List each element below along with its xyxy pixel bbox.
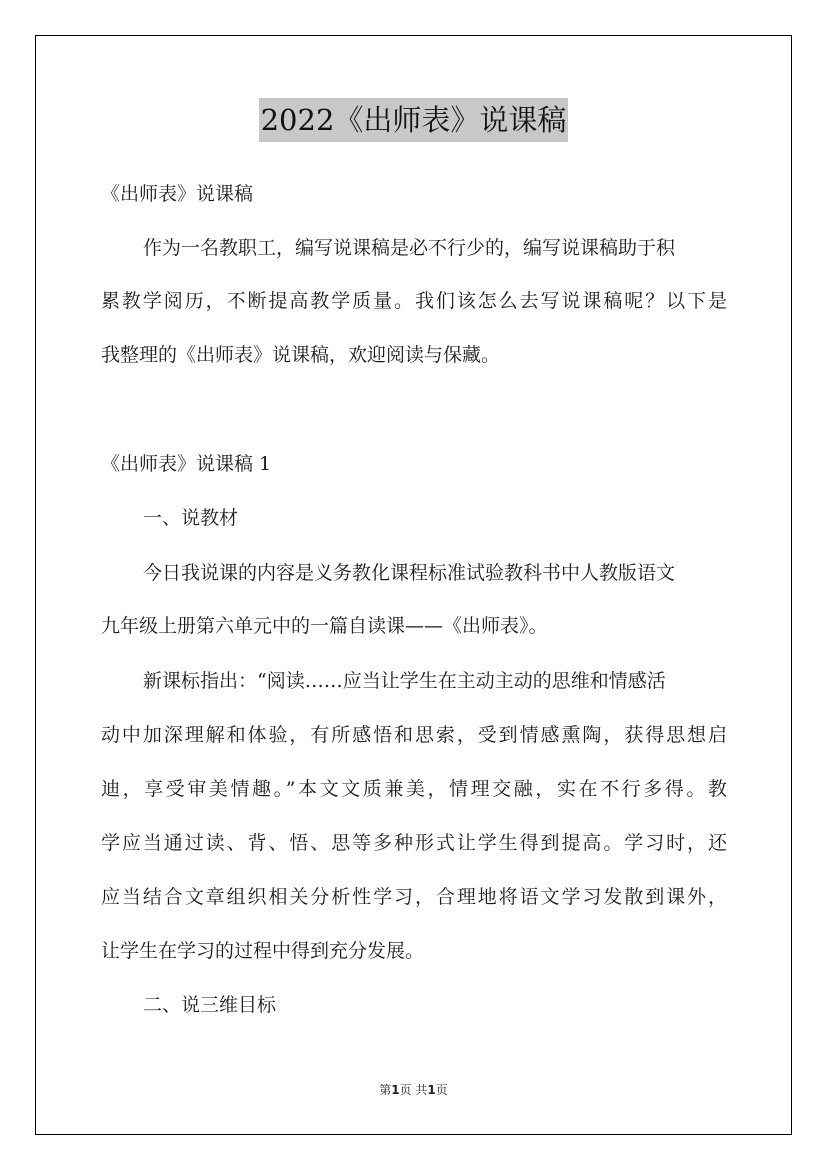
para1-line-1: 今日我说课的内容是义务教化课程标准试验教科书中人教版语文: [143, 562, 676, 584]
para2-line-6: 让学生在学习的过程中得到充分发展。: [101, 940, 425, 962]
intro-line-1: 作为一名教职工，编写说课稿是必不行少的，编写说课稿助于积: [143, 237, 676, 259]
page-footer: [0, 1082, 827, 1098]
para2-line-5: 应当结合文章组织相关分析性学习，合理地将语文学习发散到课外，: [101, 886, 727, 908]
intro-line-2: 累教学阅历，不断提高教学质量。我们该怎么去写说课稿呢？以下是: [101, 290, 727, 312]
para2-line-2: 动中加深理解和体验，有所感悟和思索，受到情感熏陶，获得思想启: [101, 724, 727, 746]
para1-line-2: 九年级上册第六单元中的一篇自读课——《出师表》。: [101, 615, 548, 637]
footer-page-total: 1: [427, 1083, 436, 1097]
document-title: 2022《出师表》说课稿: [259, 98, 569, 142]
title-container: [0, 98, 827, 142]
para2-line-4: 学应当通过读、背、悟、思等多种形式让学生得到提高。学习时，还: [101, 832, 727, 854]
intro-line-3: 我整理的《出师表》说课稿，欢迎阅读与保藏。: [101, 344, 501, 366]
footer-prefix: 第: [379, 1083, 392, 1097]
para2-line-1: 新课标指出：“阅读……应当让学生在主动主动的思维和情感活: [143, 670, 666, 692]
footer-suffix: 页: [435, 1083, 448, 1097]
heading-teaching-material: 一、说教材: [143, 507, 239, 529]
heading-three-dimensional-goals: 二、说三维目标: [143, 994, 277, 1016]
section-title: 《出师表》说课稿 1: [101, 453, 272, 475]
footer-mid: 页 共: [399, 1083, 428, 1097]
para2-line-3: 迪，享受审美情趣。”本文文质兼美，情理交融，实在不行多得。教: [101, 778, 727, 800]
document-subtitle: 《出师表》说课稿: [101, 183, 254, 205]
footer-page-number: 1: [391, 1083, 400, 1097]
